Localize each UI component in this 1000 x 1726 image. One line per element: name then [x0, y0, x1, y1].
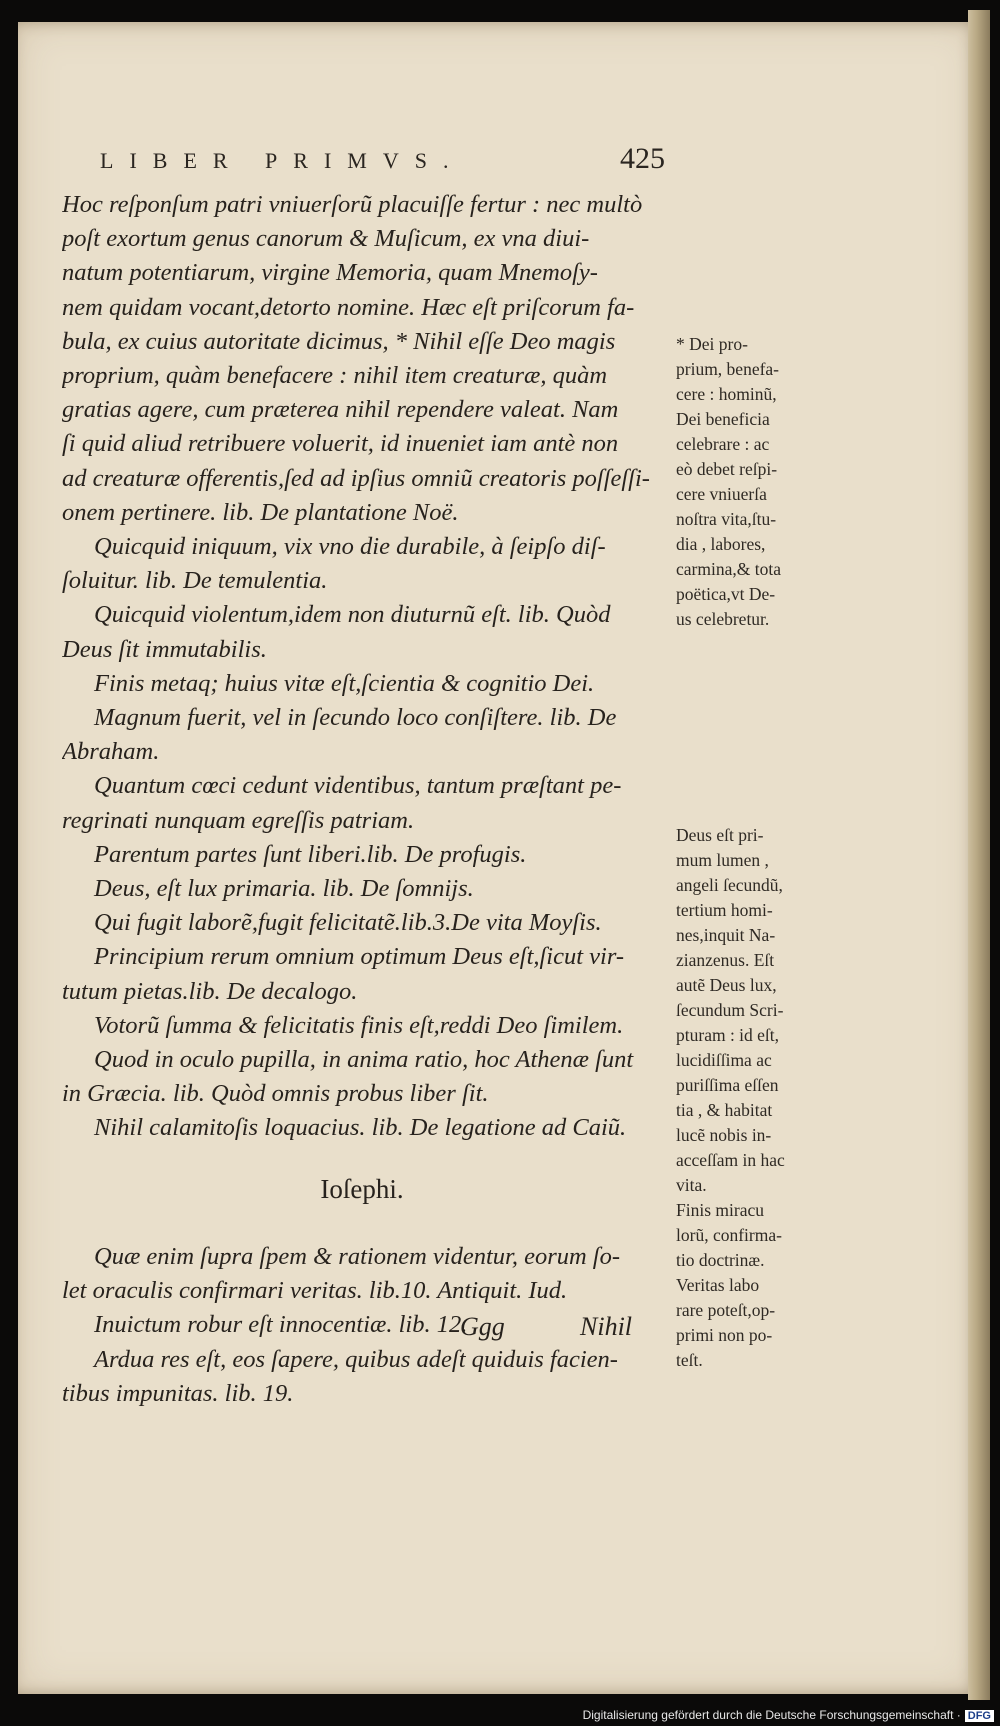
text-line: tutum pietas.lib. De decalogo.: [62, 977, 358, 1005]
text-line: nem quidam vocant,detorto nomine. Hæc eſt priſcorum fa-: [62, 293, 635, 321]
section-heading: Ioſephi.: [320, 1173, 404, 1204]
text-line: Quicquid violentum,idem non diuturnũ eſt. lib. Quòd: [94, 601, 611, 629]
margin-note-line: rare poteſt,op-: [676, 1300, 776, 1320]
margin-note-line: puriſſima eſſen: [676, 1075, 779, 1095]
text-line: Quantum cœci cedunt videntibus, tantum præſtant pe-: [94, 772, 622, 800]
margin-note-line: carmina,& tota: [676, 559, 781, 579]
margin-note-line: lucidiſſima ac: [676, 1050, 772, 1070]
margin-note-line: lorũ, confirma-: [676, 1225, 782, 1245]
margin-note-dei-proprium: [676, 332, 826, 632]
margin-note-line: cere : hominũ,: [676, 384, 777, 404]
catchword: Nihil: [580, 1312, 633, 1341]
text-lines-before: [62, 188, 662, 1146]
margin-note-line: cere vniuerſa: [676, 484, 767, 504]
text-line: regrinati nunquam egreſſis patriam.: [62, 806, 415, 834]
text-line: Quod in oculo pupilla, in anima ratio, hoc Athenæ ſunt: [94, 1046, 634, 1074]
text-line: tibus impunitas. lib. 19.: [62, 1379, 294, 1407]
margin-note-line: Dei beneficia: [676, 409, 770, 429]
margin-note-line: acceſſam in hac: [676, 1150, 785, 1170]
margin-note-line: tia , & habitat: [676, 1100, 773, 1120]
text-line: Magnum fuerit, vel in ſecundo loco conſiſtere. lib. De: [94, 704, 617, 732]
text-line: Qui fugit laborẽ,fugit felicitatẽ.lib.3.De vita Moyſis.: [94, 909, 602, 937]
margin-note-line: mum lumen ,: [676, 850, 769, 870]
digitization-footer: [583, 1708, 994, 1722]
text-line: Inuictum robur eſt innocentiæ. lib. 12.: [94, 1311, 468, 1339]
text-line: Parentum partes ſunt liberi.lib. De profugis.: [94, 840, 527, 868]
text-line: proprium, quàm benefacere : nihil item creaturæ, quàm: [62, 362, 608, 390]
margin-note-line: teſt.: [676, 1350, 703, 1370]
margin-note-line: vita.: [676, 1175, 707, 1195]
text-line: bula, ex cuius autoritate dicimus, * Nihil eſſe Deo magis: [62, 327, 616, 355]
text-line: Abraham.: [62, 738, 160, 766]
margin-note-line: poëtica,vt De-: [676, 584, 776, 604]
margin-note-line: noſtra vita,ſtu-: [676, 509, 777, 529]
text-line: Nihil calamitoſis loquacius. lib. De legatione ad Caiũ.: [94, 1114, 627, 1142]
text-line: ad creaturæ offerentis,ſed ad ipſius omniũ creatoris poſſeſſi-: [62, 464, 650, 492]
text-line: onem pertinere. lib. De plantatione Noë.: [62, 498, 459, 526]
footer-text: Digitalisierung gefördert durch die Deutsche Forschungsgemeinschaft ·: [582, 1708, 961, 1722]
margin-note-line: prium, benefa-: [676, 359, 780, 379]
margin-note-deus-lumen: [676, 823, 826, 1373]
page-number: 425: [620, 142, 665, 175]
margin-note-line: autẽ Deus lux,: [676, 975, 777, 995]
text-line: Hoc reſponſum patri vniuerſorũ placuiſſe fertur : nec multò: [62, 191, 643, 218]
text-line: poſt exortum genus canorum & Muſicum, ex vna diui-: [62, 225, 590, 253]
margin-note-line: nes,inquit Na-: [676, 925, 776, 945]
margin-note-line: pturam : id eſt,: [676, 1025, 780, 1045]
margin-note-line: Finis miracu: [676, 1200, 764, 1220]
dfg-logo: DFG: [965, 1710, 994, 1722]
margin-note-line: Veritas labo: [676, 1275, 760, 1295]
margin-note-line: Deus eſt pri-: [676, 825, 764, 845]
text-line: Deus ſit immutabilis.: [62, 635, 267, 663]
margin-note-line: ſecundum Scri-: [676, 1000, 784, 1020]
margin-note-line: zianzenus. Eſt: [676, 950, 775, 970]
text-line: natum potentiarum, virgine Memoria, quam Mnemoſy-: [62, 259, 598, 287]
text-line: Finis metaq; huius vitæ eſt,ſcientia & cognitio Dei.: [94, 669, 595, 697]
page-edge: [968, 10, 990, 1700]
margin-note-line: celebrare : ac: [676, 434, 770, 454]
main-text: [62, 188, 662, 1411]
margin-note-line: primi non po-: [676, 1325, 773, 1345]
text-line: Ardua res eſt, eos ſapere, quibus adeſt quiduis facien-: [94, 1345, 618, 1373]
margin-note-line: us celebretur.: [676, 609, 770, 629]
text-lines-after: [62, 1240, 662, 1411]
text-line: Votorũ ſumma & felicitatis finis eſt,reddi Deo ſimilem.: [94, 1011, 624, 1039]
margin-note-line: tio doctrinæ.: [676, 1250, 765, 1270]
text-line: ſoluitur. lib. De temulentia.: [62, 567, 328, 595]
margin-note-line: tertium homi-: [676, 900, 773, 920]
margin-note-line: dia , labores,: [676, 534, 766, 554]
margin-note-line: angeli ſecundũ,: [676, 875, 783, 895]
text-line: Quicquid iniquum, vix vno die durabile, à ſeipſo diſ-: [94, 533, 606, 561]
text-line: in Græcia. lib. Quòd omnis probus liber ſit.: [62, 1080, 489, 1108]
text-line: Principium rerum omnium optimum Deus eſt,ſicut vir-: [94, 943, 625, 971]
text-line: let oraculis confirmari veritas. lib.10. Antiquit. Iud.: [62, 1277, 568, 1305]
text-line: ſi quid aliud retribuere voluerit, id inueniet iam antè non: [62, 430, 619, 458]
margin-note-line: * Dei pro-: [676, 334, 748, 354]
margin-note-line: lucẽ nobis in-: [676, 1125, 772, 1145]
text-line: Deus, eſt lux primaria. lib. De ſomnijs.: [94, 875, 474, 903]
margin-note-line: eò debet reſpi-: [676, 459, 778, 479]
text-line: Quæ enim ſupra ſpem & rationem videntur, eorum ſo-: [94, 1242, 621, 1270]
running-head: LIBER PRIMVS.: [100, 148, 465, 173]
text-line: gratias agere, cum præterea nihil rependere valeat. Nam: [62, 396, 619, 424]
signature-mark: Ggg: [460, 1312, 505, 1341]
